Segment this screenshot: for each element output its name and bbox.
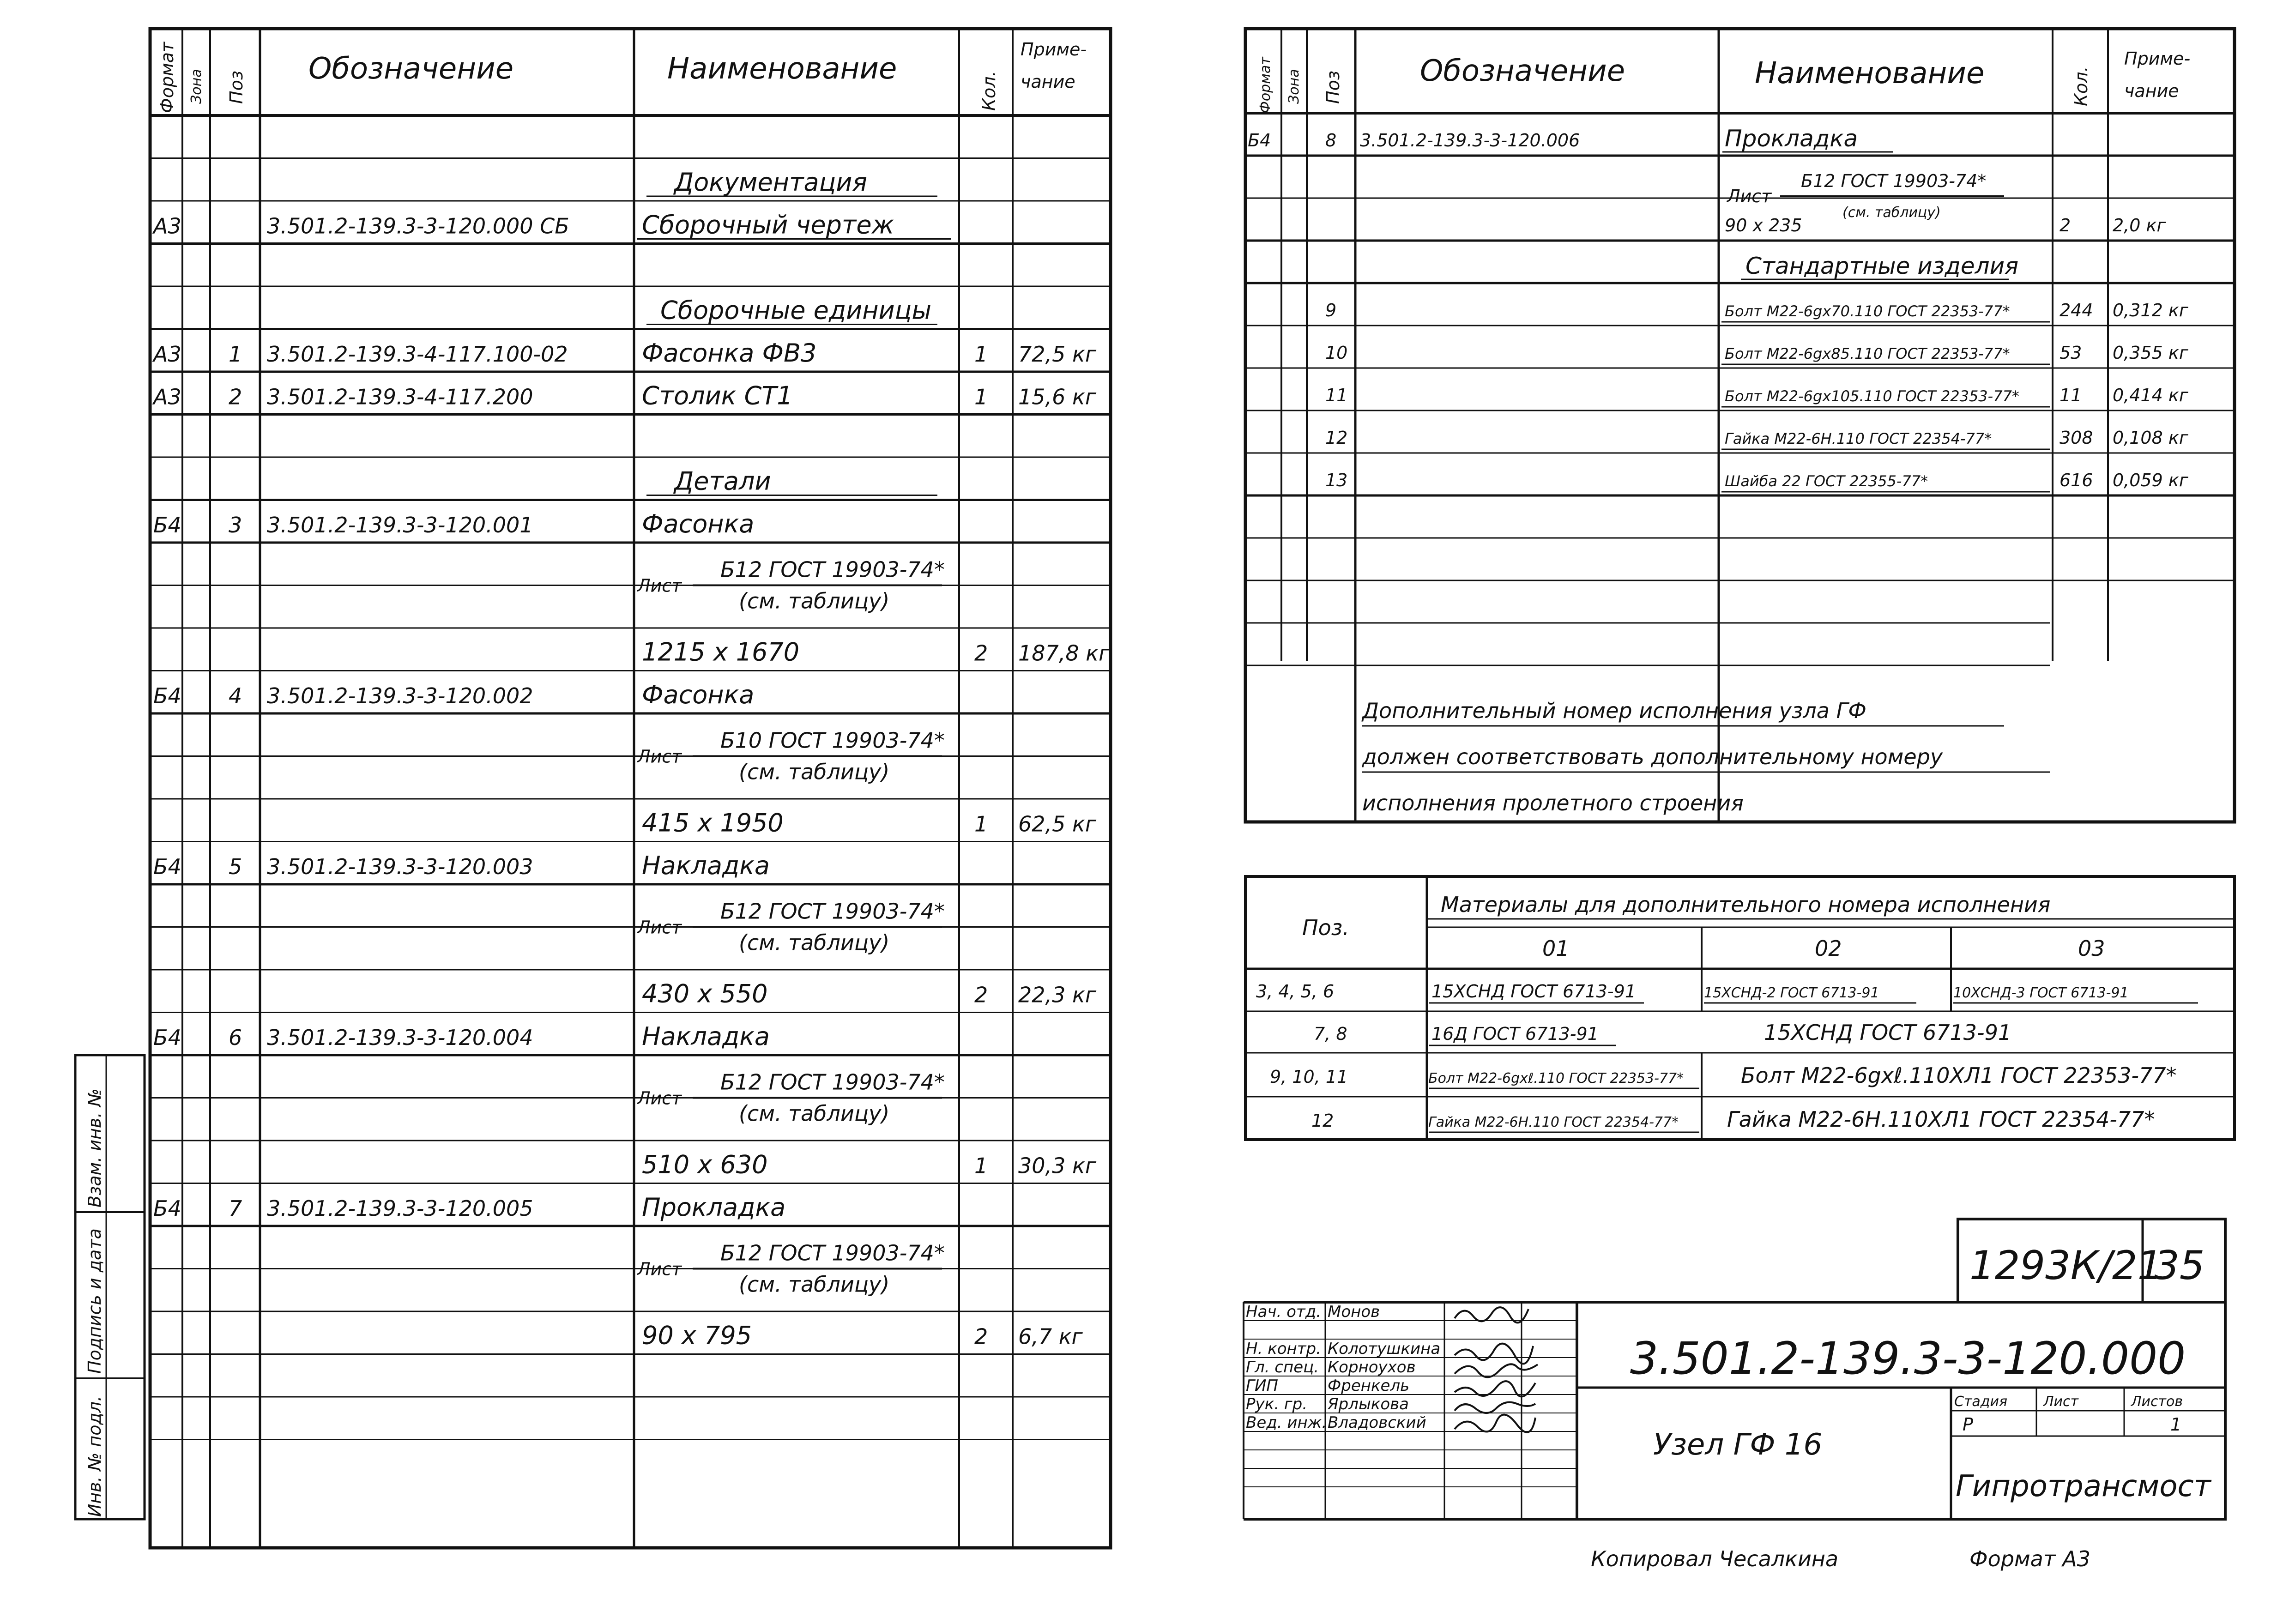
name-cell: Стандартные изделия: [1745, 253, 2019, 279]
svg-text:Владовский: Владовский: [1328, 1413, 1426, 1432]
pos-cell: 9: [1325, 300, 1337, 320]
paper-format: Формат А3: [1969, 1546, 2090, 1571]
sheet-prefix: Лист: [637, 575, 682, 596]
note-cell: 72,5 кг: [1018, 342, 1096, 367]
qty-cell: 2: [974, 1324, 988, 1349]
format-cell: Б4: [153, 854, 181, 879]
table-row: [1325, 343, 2189, 364]
svg-text:Колотушкина: Колотушкина: [1328, 1340, 1441, 1358]
svg-text:Н. контр.: Н. контр.: [1246, 1340, 1321, 1358]
svg-text:16Д ГОСТ 6713-91: 16Д ГОСТ 6713-91: [1431, 1024, 1599, 1044]
r-header-zone: Зона: [1286, 69, 1302, 104]
designation-cell: 3.501.2-139.3-3-120.006: [1360, 130, 1580, 151]
name-cell: Фасонка ФВ3: [642, 338, 817, 368]
table-row: [1741, 253, 2018, 279]
format-cell: А3: [153, 342, 181, 367]
name-cell: Фасонка: [642, 509, 755, 538]
table-row: [153, 509, 754, 538]
table-row: [152, 211, 951, 240]
designation-cell: 3.501.2-139.3-3-120.001: [267, 513, 533, 537]
qty-cell: 2: [974, 640, 988, 666]
svg-text:15ХСНД ГОСТ 6713-91: 15ХСНД ГОСТ 6713-91: [1764, 1020, 2012, 1045]
table-row: [646, 296, 937, 325]
side-stamp-text: [85, 1088, 105, 1517]
header-pos: Поз: [226, 70, 247, 104]
name-cell: Болт М22-6gх85.110 ГОСТ 22353-77*: [1725, 345, 2010, 362]
note-cell: 0,414 кг: [2113, 385, 2188, 405]
side-sign-label: Подпись и дата: [85, 1228, 105, 1374]
note-cell: 22,3 кг: [1018, 982, 1096, 1008]
table-row: [1325, 470, 2189, 492]
header-note-1: Приме-: [1021, 39, 1087, 60]
qty-cell: 1: [974, 342, 988, 367]
qty-cell: 1: [974, 1153, 988, 1178]
stage-label: Стадия: [1954, 1394, 2008, 1410]
pos-cell: 3: [229, 513, 242, 537]
svg-text:Вед. инж.: Вед. инж.: [1246, 1413, 1327, 1432]
name-cell: Сборочные единицы: [660, 296, 932, 325]
designation-cell: 3.501.2-139.3-3-120.003: [267, 854, 533, 879]
sheet-ref: (см. таблицу): [739, 930, 890, 955]
name-cell: Прокладка: [1725, 125, 1858, 152]
sheets-value: 1: [2170, 1414, 2182, 1435]
stage-value: Р: [1963, 1414, 1973, 1435]
document-code: 3.501.2-139.3-3-120.000: [1630, 1333, 2186, 1384]
qty-cell: 53: [2059, 343, 2082, 363]
r-header-qty: Кол.: [2071, 66, 2091, 106]
name-cell: Накладка: [642, 1022, 770, 1051]
svg-text:15ХСНД-2 ГОСТ 6713-91: 15ХСНД-2 ГОСТ 6713-91: [1704, 985, 1879, 1001]
header-zone: Зона: [188, 69, 205, 104]
svg-text:Лист: Лист: [1727, 186, 1772, 206]
signature-5: [1455, 1402, 1535, 1413]
table-row: [1248, 125, 1893, 152]
qty-cell: 244: [2059, 300, 2093, 320]
pos-cell: 5: [229, 854, 242, 879]
note-line-3: исполнения пролетного строения: [1362, 791, 1744, 815]
name-cell: Столик СТ1: [642, 381, 793, 411]
table-row: [153, 851, 770, 880]
header-designation: Обозначение: [308, 52, 514, 86]
sheet-grade: Б12 ГОСТ 19903-74*: [720, 1240, 945, 1266]
header-note-2: чание: [1021, 72, 1075, 92]
footer: [1591, 1546, 2090, 1571]
pos-cell: 10: [1325, 343, 1348, 363]
pos-cell: 13: [1325, 470, 1348, 490]
table-row: [646, 467, 937, 496]
pos-cell: 11: [1325, 385, 1348, 405]
note-cell: 0,355 кг: [2113, 343, 2188, 363]
r-header-format: Формат: [1257, 57, 1274, 113]
name-cell: 1215 х 1670: [642, 637, 800, 667]
svg-text:Рук. гр.: Рук. гр.: [1246, 1395, 1308, 1413]
r-header-note-2: чание: [2124, 81, 2179, 101]
table-row: [642, 1150, 1097, 1179]
sheet-grade: Б12 ГОСТ 19903-74*: [720, 899, 945, 924]
note-line-2: должен соответствовать дополнительному номеру: [1362, 744, 1943, 769]
qty-cell: 2: [974, 982, 988, 1008]
note-cell: 187,8 кг: [1018, 640, 1110, 666]
name-cell: 415 х 1950: [642, 808, 784, 838]
sheet-prefix: Лист: [637, 1259, 682, 1280]
name-cell: Прокладка: [642, 1193, 786, 1222]
svg-text:Б12 ГОСТ 19903-74*: Б12 ГОСТ 19903-74*: [1801, 171, 1987, 191]
table-row: [153, 1022, 770, 1051]
designation-cell: 3.501.2-139.3-4-117.100-02: [267, 342, 568, 367]
side-inv-label: Инв. № подл.: [85, 1395, 105, 1517]
sheet-prefix: Лист: [637, 1088, 682, 1109]
organization: Гипротрансмост: [1956, 1469, 2211, 1503]
sheet-ref: (см. таблицу): [739, 1101, 890, 1126]
table-row: [642, 979, 1097, 1008]
sheet-ref: (см. таблицу): [739, 588, 890, 614]
format-cell: А3: [153, 213, 181, 239]
name-cell: Болт М22-6gх70.110 ГОСТ 22353-77*: [1725, 302, 2010, 320]
signature-3: [1455, 1364, 1538, 1377]
sheet-grade: Б10 ГОСТ 19903-74*: [720, 728, 945, 753]
sheets-label: Листов: [2131, 1394, 2183, 1410]
note-cell: 15,6 кг: [1018, 384, 1096, 410]
svg-text:Гл. спец.: Гл. спец.: [1246, 1358, 1319, 1376]
svg-text:9, 10, 11: 9, 10, 11: [1270, 1067, 1348, 1087]
svg-text:ГИП: ГИП: [1246, 1376, 1278, 1395]
qty-cell: 1: [974, 384, 988, 410]
pos-cell: 12: [1325, 428, 1348, 448]
document-title: Узел ГФ 16: [1653, 1428, 1823, 1462]
name-cell: 90 х 795: [642, 1321, 752, 1350]
qty-cell: 1: [974, 811, 988, 837]
format-cell: Б4: [153, 1196, 181, 1221]
name-cell: Детали: [674, 466, 771, 496]
table-row: [152, 381, 1097, 411]
table-row: [1725, 215, 2166, 235]
note-cell: 0,312 кг: [2113, 300, 2188, 320]
table-row: [153, 1193, 785, 1222]
sheet-grade: Б12 ГОСТ 19903-74*: [720, 557, 945, 582]
table-row: [642, 1321, 1083, 1350]
svg-text:Гайка М22-6Н.110 ГОСТ 22354-77: Гайка М22-6Н.110 ГОСТ 22354-77*: [1428, 1114, 1679, 1130]
sheet-prefix: Лист: [637, 917, 682, 938]
sheet-label: Лист: [2043, 1394, 2079, 1410]
qty-cell: 308: [2059, 428, 2093, 448]
sheet-grade: Б12 ГОСТ 19903-74*: [720, 1069, 945, 1095]
header-format: Формат: [157, 42, 177, 113]
side-replace-label: Взам. инв. №: [85, 1088, 105, 1207]
header-qty: Кол.: [979, 71, 999, 111]
table-row: [152, 338, 1097, 368]
right-header: [1257, 48, 2190, 113]
table-row: [646, 168, 937, 197]
svg-text:Нач. отд.: Нач. отд.: [1246, 1303, 1322, 1321]
note-cell: 2,0 кг: [2113, 215, 2166, 235]
left-rows: [152, 168, 1110, 1350]
svg-text:Корноухов: Корноухов: [1328, 1358, 1416, 1376]
pos-cell: 7: [229, 1196, 242, 1221]
left-spec-table: [150, 29, 1111, 1548]
designation-cell: 3.501.2-139.3-3-120.004: [267, 1025, 533, 1050]
header-name: Наименование: [667, 52, 897, 86]
materials-title: Материалы для дополнительного номера исполнения: [1441, 892, 2051, 917]
title-block-text: [1246, 1243, 2212, 1503]
r-header-note-1: Приме-: [2124, 48, 2191, 69]
svg-text:(см. таблицу): (см. таблицу): [1842, 205, 1941, 221]
r-header-name: Наименование: [1755, 56, 1985, 91]
table-row: [153, 680, 754, 709]
qty-cell: 616: [2059, 470, 2093, 490]
note-cell: 0,059 кг: [2113, 470, 2188, 490]
r-header-designation: Обозначение: [1420, 54, 1625, 88]
svg-text:10ХСНД-3 ГОСТ 6713-91: 10ХСНД-3 ГОСТ 6713-91: [1953, 985, 2129, 1001]
execution-note: [1361, 698, 2050, 815]
pos-cell: 4: [229, 683, 242, 708]
format-cell: Б4: [153, 683, 181, 708]
pos-cell: 1: [229, 342, 242, 367]
sheet-ref: (см. таблицу): [739, 759, 890, 785]
album-number: 1293К/21: [1969, 1243, 2163, 1289]
name-cell: Фасонка: [642, 680, 755, 709]
materials-col-01: 01: [1542, 936, 1570, 961]
qty-cell: 11: [2059, 385, 2082, 405]
materials-pos-header: Поз.: [1302, 915, 1349, 940]
left-header: [157, 39, 1087, 113]
format-cell: Б4: [153, 513, 181, 537]
format-cell: А3: [153, 384, 181, 410]
name-cell: Накладка: [642, 851, 770, 880]
table-row: [642, 638, 1110, 667]
svg-text:Ярлыкова: Ярлыкова: [1328, 1395, 1409, 1413]
svg-text:Болт М22-6gхℓ.110ХЛ1 ГОСТ 2235: Болт М22-6gхℓ.110ХЛ1 ГОСТ 22353-77*: [1741, 1063, 2177, 1088]
qty-cell: 2: [2059, 215, 2071, 235]
svg-text:12: 12: [1311, 1111, 1334, 1131]
table-row: [642, 809, 1097, 838]
designation-cell: 3.501.2-139.3-4-117.200: [267, 384, 533, 410]
note-cell: 0,108 кг: [2113, 428, 2188, 448]
table-row: [1325, 385, 2189, 407]
format-cell: Б4: [1248, 130, 1271, 151]
name-cell: Сборочный чертеж: [642, 210, 894, 240]
name-cell: Гайка М22-6Н.110 ГОСТ 22354-77*: [1725, 430, 1992, 447]
format-cell: Б4: [153, 1025, 181, 1050]
note-cell: 6,7 кг: [1018, 1324, 1083, 1349]
name-cell: 90 х 235: [1725, 215, 1802, 235]
materials-col-02: 02: [1815, 936, 1842, 961]
note-cell: 62,5 кг: [1018, 811, 1096, 837]
name-cell: 430 х 550: [642, 979, 768, 1008]
svg-text:7, 8: 7, 8: [1314, 1024, 1347, 1044]
name-cell: Шайба 22 ГОСТ 22355-77*: [1725, 472, 1928, 490]
sheet-ref: (см. таблицу): [739, 1272, 890, 1297]
table-row: [1325, 300, 2189, 322]
note-cell: 30,3 кг: [1018, 1153, 1096, 1178]
name-cell: Документация: [674, 168, 867, 197]
materials-col-03: 03: [2078, 936, 2105, 961]
svg-text:Монов: Монов: [1328, 1303, 1380, 1321]
table-row: [1325, 428, 2189, 449]
pos-cell: 8: [1325, 130, 1337, 151]
pos-cell: 6: [229, 1025, 242, 1050]
signature-6: [1455, 1415, 1535, 1432]
page-number: 35: [2154, 1243, 2205, 1289]
pos-cell: 2: [229, 384, 242, 410]
name-cell: Болт М22-6gх105.110 ГОСТ 22353-77*: [1725, 387, 2019, 405]
svg-text:Френкель: Френкель: [1328, 1376, 1410, 1395]
sheet-prefix: Лист: [637, 746, 682, 767]
svg-text:3, 4, 5, 6: 3, 4, 5, 6: [1256, 981, 1335, 1002]
designation-cell: 3.501.2-139.3-3-120.000 СБ: [267, 213, 569, 239]
note-line-1: Дополнительный номер исполнения узла ГФ: [1362, 698, 1866, 723]
svg-text:Гайка М22-6Н.110ХЛ1 ГОСТ 22354: Гайка М22-6Н.110ХЛ1 ГОСТ 22354-77*: [1727, 1107, 2155, 1132]
designation-cell: 3.501.2-139.3-3-120.002: [267, 683, 533, 708]
name-cell: 510 х 630: [642, 1150, 768, 1179]
copied-by: Копировал Чесалкина: [1591, 1546, 1839, 1571]
pos8-sheet-spec: [1726, 171, 2004, 221]
svg-text:15ХСНД ГОСТ 6713-91: 15ХСНД ГОСТ 6713-91: [1431, 981, 1636, 1002]
designation-cell: 3.501.2-139.3-3-120.005: [267, 1196, 533, 1221]
r-header-pos: Поз: [1323, 70, 1343, 104]
svg-text:Болт М22-6gхℓ.110 ГОСТ 22353-7: Болт М22-6gхℓ.110 ГОСТ 22353-77*: [1428, 1070, 1684, 1087]
